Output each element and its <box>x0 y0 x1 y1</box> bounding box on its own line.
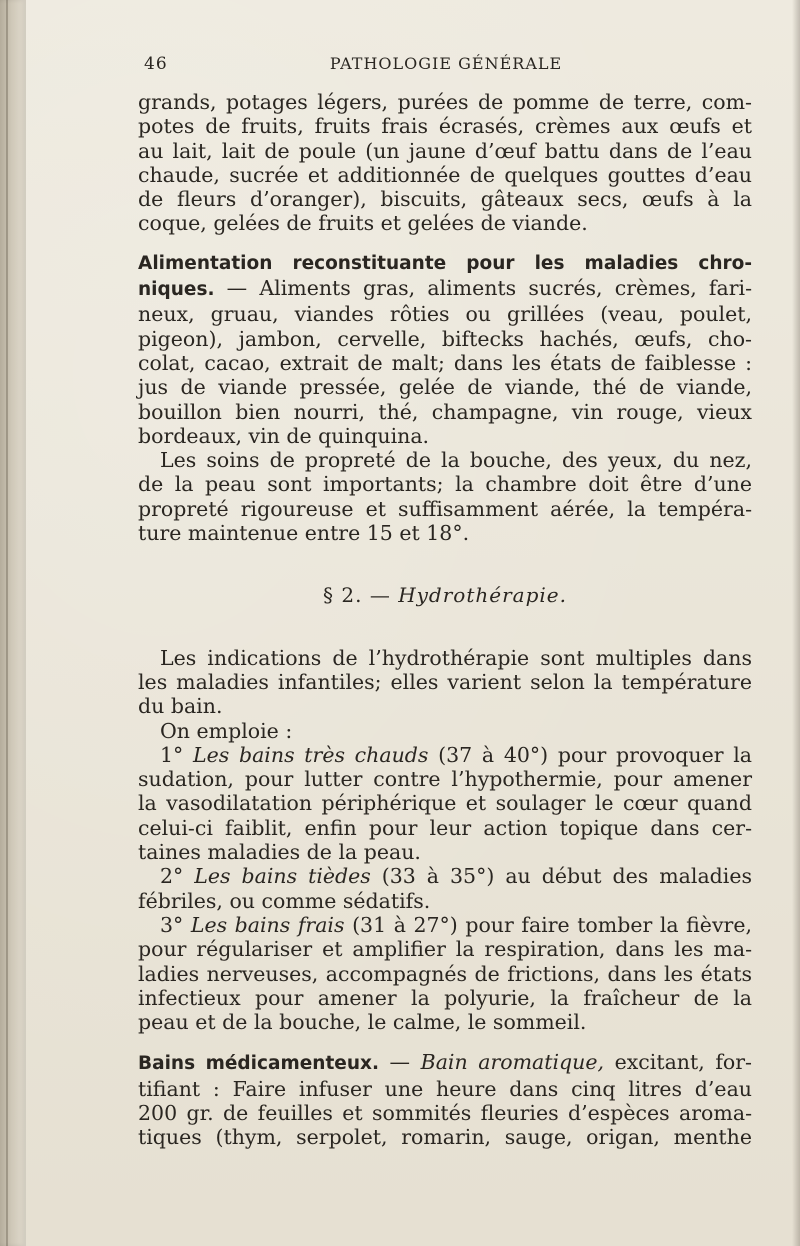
text-line: Bains médicamenteux. — Bain aromatique, excitant, for- <box>138 1050 752 1075</box>
text-line: ture maintenue entre 15 et 18°. <box>138 521 470 546</box>
text-line: pour régulariser et amplifier la respiration, dans les ma- <box>138 937 752 962</box>
section-number: § 2. — <box>323 583 399 608</box>
text-line: 2° Les bains tièdes (33 à 35°) au début des maladies <box>160 864 752 889</box>
text-line: pigeon), jambon, cervelle, biftecks hachés, œufs, cho- <box>138 326 752 351</box>
text-line: sudation, pour lutter contre l’hypothermie, pour amener <box>138 767 752 792</box>
page-body <box>138 90 752 1150</box>
text-line: bouillon bien nourri, thé, champagne, vin rouge, vieux <box>138 399 752 424</box>
text-line: propreté rigoureuse et suffisamment aérée, la tempéra- <box>138 496 752 521</box>
subheading-alimentation-cont: niques. <box>138 279 215 301</box>
text-line: colat, cacao, extrait de malt; dans les états de faiblesse : <box>138 350 752 375</box>
text-line: coque, gelées de fruits et gelées de viande. <box>138 211 588 236</box>
page-right-edge <box>792 0 800 1246</box>
list-item-bains-frais <box>138 913 752 1034</box>
term-bain-aromatique: Bain aromatique, <box>420 1050 605 1075</box>
section-heading <box>138 583 752 607</box>
text-line: 200 gr. de feuilles et sommités fleuries d’espèces aroma- <box>138 1100 752 1125</box>
text-line: niques. — Aliments gras, aliments sucrés, crèmes, fari- <box>138 276 752 301</box>
text-line: infectieux pour amener la polyurie, la fraîcheur de la <box>138 985 752 1010</box>
text-line: tifiant : Faire infuser une heure dans cinq litres d’eau <box>138 1076 752 1101</box>
text-line: On emploie : <box>160 718 293 743</box>
text-line: au lait, lait de poule (un jaune d’œuf battu dans de l’eau <box>138 138 752 163</box>
list-item-bains-tres-chauds <box>138 743 752 864</box>
text-line: 1° Les bains très chauds (37 à 40°) pour provoquer la <box>160 742 752 767</box>
term-bains-frais: Les bains frais <box>190 912 345 937</box>
paragraph-alimentation <box>138 252 752 448</box>
text-line: de fleurs d’oranger), biscuits, gâteaux secs, œufs à la <box>138 187 752 212</box>
page-binding-edge <box>0 0 26 1246</box>
subheading-alimentation: Alimentation reconstituante pour les maladies chro- <box>138 252 752 274</box>
running-head <box>140 54 752 78</box>
term-bains-tres-chauds: Les bains très chauds <box>193 742 429 767</box>
text-line: la vasodilatation périphérique et soulager le cœur quand <box>138 791 752 816</box>
text-line: Les indications de l’hydrothérapie sont multiples dans <box>160 645 752 670</box>
running-title: PATHOLOGIE GÉNÉRALE <box>329 54 563 73</box>
text-line: de la peau sont importants; la chambre doit être d’une <box>138 472 752 497</box>
text-line: Les soins de propreté de la bouche, des yeux, du nez, <box>160 448 752 473</box>
text-line: jus de viande pressée, gelée de viande, thé de viande, <box>138 375 752 400</box>
term-bains-tiedes: Les bains tièdes <box>194 864 371 889</box>
text-line: fébriles, ou comme sédatifs. <box>138 888 431 913</box>
paragraph-soins <box>138 448 752 545</box>
list-item-bains-tiedes <box>138 864 752 913</box>
text-line: 3° Les bains frais (31 à 27°) pour faire tomber la fièvre, <box>160 912 752 937</box>
text-line: chaude, sucrée et additionnée de quelques gouttes d’eau <box>138 162 752 187</box>
text-line: taines maladies de la peau. <box>138 840 421 865</box>
subheading-bains-medicamenteux: Bains médicamenteux. <box>138 1053 379 1075</box>
paragraph-bains-medicamenteux <box>138 1050 752 1149</box>
text-line: ladies nerveuses, accompagnés de frictions, dans les états <box>138 961 752 986</box>
text-line: tiques (thym, serpolet, romarin, sauge, origan, menthe <box>138 1125 752 1150</box>
text-line: celui-ci faiblit, enfin pour leur action topique dans cer- <box>138 815 752 840</box>
text-line: peau et de la bouche, le calme, le sommeil. <box>138 1010 587 1035</box>
text-line: les maladies infantiles; elles varient selon la température <box>138 669 752 694</box>
text-line: bordeaux, vin de quinquina. <box>138 423 430 448</box>
section-title: Hydrothérapie. <box>398 583 567 608</box>
paragraph-hydrotherapie-intro <box>138 646 752 743</box>
text-line: du bain. <box>138 694 223 719</box>
text-line: neux, gruau, viandes rôties ou grillées (veau, poulet, <box>138 302 752 327</box>
paragraph-diet-list <box>138 90 752 236</box>
text-line: potes de fruits, fruits frais écrasés, crèmes aux œufs et <box>138 114 752 139</box>
page-number: 46 <box>144 54 168 74</box>
text-line: grands, potages légers, purées de pomme de terre, com- <box>138 90 752 114</box>
